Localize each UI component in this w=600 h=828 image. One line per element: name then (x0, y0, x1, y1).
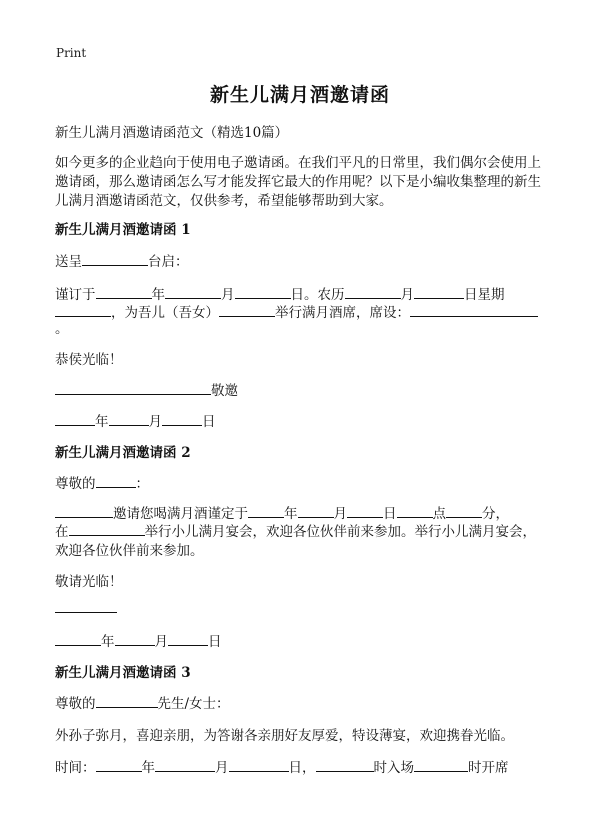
s1-greeting: 恭侯光临！ (55, 352, 123, 368)
section-3-heading: 新生儿满月酒邀请函 3 (55, 665, 191, 681)
s1-recipient-line: 送呈 台启： (55, 254, 189, 270)
blank-field[interactable] (248, 505, 284, 518)
s3-body: 外孙子弥月，喜迎亲朋，为答谢各亲朋好友厚爱，特设薄宴，欢迎携眷光临。 (55, 728, 514, 744)
s1-date: 年 月 日 (55, 410, 555, 430)
blank-field[interactable] (410, 304, 538, 317)
blank-field[interactable] (345, 286, 401, 299)
blank-field[interactable] (316, 759, 374, 772)
blank-field[interactable] (397, 505, 433, 518)
section-2-heading: 新生儿满月酒邀请函 2 (55, 445, 191, 461)
blank-field[interactable] (55, 382, 211, 395)
blank-field[interactable] (96, 759, 142, 772)
blank-field[interactable] (96, 475, 136, 488)
print-link[interactable]: Print (56, 46, 87, 60)
blank-field[interactable] (109, 413, 149, 426)
blank-field[interactable] (69, 523, 145, 536)
blank-field[interactable] (165, 286, 221, 299)
s2-time-line: 邀请您喝满月酒谨定于 年 月 日 点 分， (55, 502, 555, 522)
s2-date: 年 月 日 (55, 630, 555, 650)
blank-field[interactable] (96, 695, 158, 708)
blank-field[interactable] (229, 759, 289, 772)
s1-period: 。 (55, 321, 69, 337)
blank-field[interactable] (414, 286, 464, 299)
s2-venue-line: 在 举行小儿满月宴会，欢迎各位伙伴前来参加。举行小儿满月宴会， (55, 524, 536, 540)
blank-field[interactable] (115, 633, 155, 646)
section-1-heading: 新生儿满月酒邀请函 1 (55, 222, 191, 238)
blank-field[interactable] (155, 759, 215, 772)
subtitle: 新生儿满月酒邀请函范文（精选10篇） (55, 125, 289, 141)
intro-line-3: 儿满月酒邀请函范文，仅供参考，希望能够帮助到大家。 (55, 193, 393, 209)
blank-field[interactable] (55, 413, 95, 426)
blank-field[interactable] (347, 505, 383, 518)
s2-greeting: 敬请光临！ (55, 574, 123, 590)
s1-signature: 敬邀 (55, 379, 555, 399)
s3-dear-line: 尊敬的 先生/女士： (55, 696, 230, 712)
blank-field[interactable] (235, 286, 291, 299)
s2-signature-blank (55, 600, 555, 617)
blank-field[interactable] (55, 304, 111, 317)
s2-body-end: 欢迎各位伙伴前来参加。 (55, 543, 204, 559)
blank-field[interactable] (414, 759, 468, 772)
s2-dear-line: 尊敬的 ： (55, 476, 149, 492)
s1-venue-line: ，为吾儿（吾女） 举行满月酒席，席设： (55, 301, 555, 321)
blank-field[interactable] (446, 505, 482, 518)
blank-field[interactable] (82, 253, 148, 266)
blank-field[interactable] (162, 413, 202, 426)
intro-line-2: 邀请函，那么邀请函怎么写才能发挥它最大的作用呢？以下是小编收集整理的新生 (55, 174, 541, 190)
blank-field[interactable] (219, 304, 275, 317)
page-title: 新生儿满月酒邀请函 (209, 84, 390, 106)
intro-line-1: 如今更多的企业趋向于使用电子邀请函。在我们平凡的日常里，我们偶尔会使用上 (55, 155, 541, 171)
blank-field[interactable] (55, 505, 113, 518)
blank-field[interactable] (96, 286, 152, 299)
blank-field[interactable] (168, 633, 208, 646)
blank-field[interactable] (298, 505, 334, 518)
blank-field[interactable] (55, 633, 101, 646)
s3-time-line: 时间： 年 月 日， 时入场 时开席 (55, 760, 509, 776)
s1-date-line: 谨订于 年 月 日。农历 月 日星期 (55, 287, 505, 303)
blank-field[interactable] (55, 600, 117, 613)
